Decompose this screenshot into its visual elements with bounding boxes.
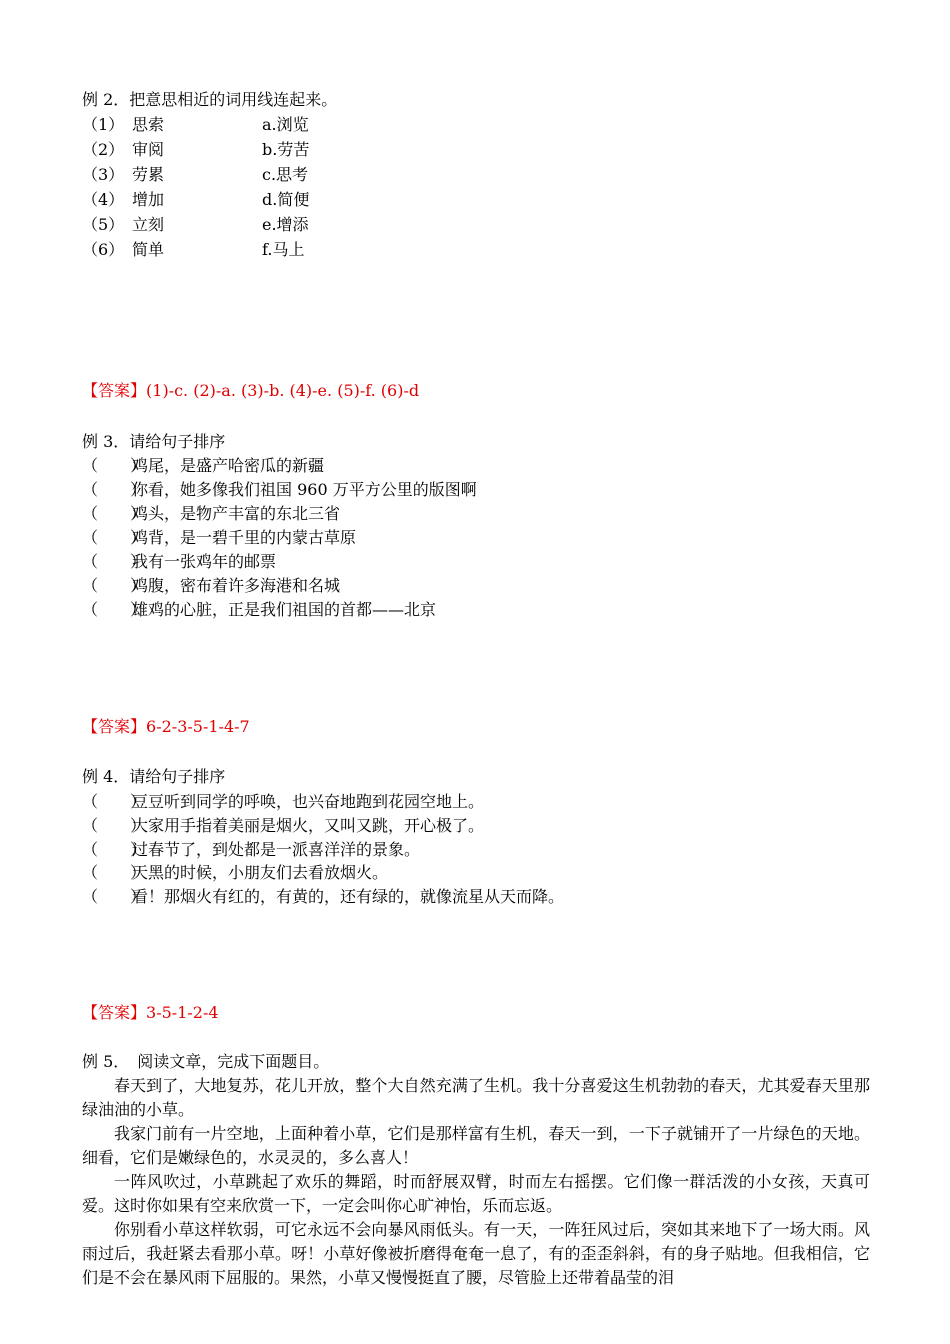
ex2-row-match: e.增添: [262, 215, 309, 234]
ex2-row-num: （1）: [82, 115, 125, 134]
ex2-row-word: 审阅: [132, 140, 165, 159]
answer-tag: 【答案】: [82, 381, 147, 400]
blank-bracket: （ ）: [82, 600, 147, 619]
answer-text: 6-2-3-5-1-4-7: [146, 717, 250, 736]
ex5-article: [82, 1074, 870, 1290]
ex4-item: [82, 862, 388, 884]
article-paragraph: 一阵风吹过，小草跳起了欢乐的舞蹈，时而舒展双臂，时而左右摇摆。它们像一群活泼的小女孩，天真可爱。这时你如果有空来欣赏一下，一定会叫你心旷神怡，乐而忘返。: [82, 1172, 870, 1215]
ex4-item-text: 豆豆听到同学的呼唤，也兴奋地跑到花园空地上。: [132, 792, 485, 811]
ex4-item-text: 过春节了，到处都是一派喜洋洋的景象。: [132, 840, 421, 859]
ex4-title: 例 4．请给句子排序: [82, 767, 226, 786]
ex4-answer: [82, 1002, 219, 1024]
ex5-title: 例 5． 阅读文章，完成下面题目。: [82, 1052, 330, 1071]
blank-bracket: （ ）: [82, 504, 147, 523]
answer-text: 3-5-1-2-4: [146, 1003, 219, 1022]
ex4-item-text: 天黑的时候，小朋友们去看放烟火。: [132, 863, 389, 882]
blank-bracket: （ ）: [82, 863, 147, 882]
ex2-row-num: （4）: [82, 190, 125, 209]
blank-bracket: （ ）: [82, 552, 147, 571]
ex2-title: 例 2．把意思相近的词用线连起来。: [82, 90, 338, 109]
blank-bracket: （ ）: [82, 528, 147, 547]
ex3-item: [82, 503, 340, 525]
ex2-row: [82, 164, 308, 186]
ex4-item: [82, 815, 484, 837]
ex2-row-match: c.思考: [262, 165, 309, 184]
blank-bracket: （ ）: [82, 887, 147, 906]
answer-tag: 【答案】: [82, 1003, 147, 1022]
ex3-item-text: 雄鸡的心脏，正是我们祖国的首都——北京: [132, 600, 437, 619]
blank-bracket: （ ）: [82, 480, 147, 499]
ex2-row: [82, 189, 309, 211]
ex2-row: [82, 214, 309, 236]
ex4-item: [82, 886, 564, 908]
ex4-item: [82, 839, 420, 861]
ex3-item: [82, 551, 276, 573]
ex2-row-match: f.马上: [262, 240, 305, 259]
ex3-item-text: 我有一张鸡年的邮票: [132, 552, 277, 571]
ex3-item: [82, 599, 436, 621]
ex2-answer: [82, 380, 419, 402]
ex2-row-num: （3）: [82, 165, 125, 184]
blank-bracket: （ ）: [82, 576, 147, 595]
ex2-row-num: （5）: [82, 215, 125, 234]
ex2-row-match: d.简便: [262, 190, 310, 209]
article-paragraph: 春天到了，大地复苏，花儿开放，整个大自然充满了生机。我十分喜爱这生机勃勃的春天，尤其爱春天里那绿油油的小草。: [82, 1076, 870, 1119]
ex2-row-word: 简单: [132, 240, 165, 259]
ex3-item-text: 鸡头，是物产丰富的东北三省: [132, 504, 341, 523]
ex3-item: [82, 455, 324, 477]
blank-bracket: （ ）: [82, 816, 147, 835]
ex3-title: 例 3．请给句子排序: [82, 432, 226, 451]
blank-bracket: （ ）: [82, 792, 147, 811]
ex4-item-text: 大家用手指着美丽是烟火，又叫又跳，开心极了。: [132, 816, 485, 835]
ex2-row-word: 劳累: [132, 165, 165, 184]
ex3-item: [82, 575, 340, 597]
ex3-item: [82, 479, 477, 501]
ex4-item-text: 看！那烟火有红的，有黄的，还有绿的，就像流星从天而降。: [132, 887, 565, 906]
ex3-item-text: 你看，她多像我们祖国 960 万平方公里的版图啊: [132, 480, 477, 499]
blank-bracket: （ ）: [82, 456, 147, 475]
article-paragraph: 你别看小草这样软弱，可它永远不会向暴风雨低头。有一天，一阵狂风过后，突如其来地下了一场大雨。风雨过后，我赶紧去看那小草。呀！小草好像被折磨得奄奄一息了，有的歪歪斜斜，有的身子贴地。但我相信，它们是不会在暴风雨下屈服的。果然，小草又慢慢挺直了腰，尽管脸上还带着晶莹的泪: [82, 1220, 870, 1287]
blank-bracket: （ ）: [82, 840, 147, 859]
ex3-item-text: 鸡腹，密布着许多海港和名城: [132, 576, 341, 595]
ex3-answer: [82, 716, 250, 738]
answer-tag: 【答案】: [82, 717, 147, 736]
ex2-row-word: 立刻: [132, 215, 165, 234]
answer-text: (1)-c. (2)-a. (3)-b. (4)-e. (5)-f. (6)-d: [146, 381, 420, 400]
ex2-row-num: （2）: [82, 140, 125, 159]
ex2-row-match: b.劳苦: [262, 140, 310, 159]
ex2-row-num: （6）: [82, 240, 125, 259]
ex2-row-word: 增加: [132, 190, 165, 209]
ex2-row-match: a.浏览: [262, 115, 309, 134]
ex3-item-text: 鸡尾，是盛产哈密瓜的新疆: [132, 456, 325, 475]
ex2-row: [82, 239, 304, 261]
ex3-item-text: 鸡背，是一碧千里的内蒙古草原: [132, 528, 357, 547]
ex4-item: [82, 791, 484, 813]
ex2-row: [82, 114, 309, 136]
ex2-row-word: 思索: [132, 115, 165, 134]
ex3-item: [82, 527, 356, 549]
article-paragraph: 我家门前有一片空地，上面种着小草，它们是那样富有生机，春天一到，一下子就铺开了一片绿色的天地。细看，它们是嫩绿色的，水灵灵的，多么喜人！: [82, 1124, 870, 1167]
ex2-row: [82, 139, 309, 161]
